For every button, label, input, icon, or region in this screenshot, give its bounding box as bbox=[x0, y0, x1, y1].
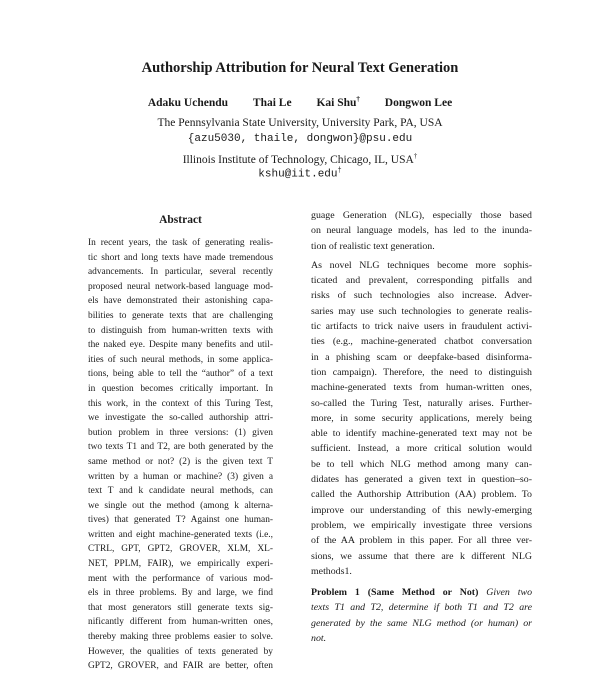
intro-line: machine-generated texts from human-written ones, bbox=[311, 382, 532, 394]
abstract-line: els in three problems. By and large, we find bbox=[88, 588, 273, 599]
author-name: Adaku Uchendu bbox=[147, 96, 229, 109]
affiliation-psu: The Pennsylvania State University, University Park, PA, USA bbox=[157, 117, 443, 129]
problem-1-text: not. bbox=[311, 633, 327, 645]
intro-line: guage Generation (NLG), especially those based bbox=[311, 210, 532, 221]
abstract-line: els have demonstrated their astonishing capa- bbox=[88, 296, 273, 307]
intro-line: tion of realistic text generation. bbox=[311, 240, 435, 252]
affiliation-iit: Illinois Institute of Technology, Chicago, IL, USA† bbox=[182, 152, 418, 166]
abstract-line: proposed neural network-based language mod- bbox=[88, 281, 273, 292]
abstract-line: written and eight machine-generated texts (i.e., bbox=[88, 529, 273, 540]
abstract-line: GPT2, GROVER, and FAIR are better, often bbox=[88, 661, 273, 672]
abstract-line: this work, in the context of this Turing Test, bbox=[88, 398, 273, 409]
intro-line: improve our understanding of this newly-emerging bbox=[311, 504, 532, 516]
abstract-line: tions, being able to tell the “author” of a text bbox=[88, 369, 273, 380]
intro-line: sions, we assume that there are k different NLG bbox=[311, 550, 532, 562]
intro-line: problem, we empirically investigate three versions bbox=[311, 519, 532, 531]
abstract-line: same method or not? (2) is the given text T bbox=[88, 456, 273, 467]
problem-1-label: Problem 1 (Same Method or Not) bbox=[311, 587, 479, 599]
intro-line: didates has generated a given text in question–so- bbox=[311, 474, 532, 486]
email-psu: {azu5030, thaile, dongwon}@psu.edu bbox=[187, 133, 413, 145]
intro-line: ties (e.g., machine-generated chatbot conversation bbox=[311, 336, 532, 348]
intro-line: so-called the Turing Test, naturally arises. Further- bbox=[311, 397, 532, 409]
intro-line: risks of such technologies also increase. Adver- bbox=[311, 290, 532, 302]
abstract-line: ities of such neural methods, in some applica- bbox=[88, 354, 273, 365]
intro-line: ticated and prevalent, corresponding pitfalls and bbox=[311, 275, 532, 287]
email-iit: kshu@iit.edu† bbox=[258, 167, 342, 181]
abstract-line: written by a human or machine? (3) given a bbox=[88, 471, 273, 482]
intro-line: on neural language models, has led to the inunda- bbox=[311, 225, 532, 237]
abstract-line: we single out the method (among k alterna- bbox=[88, 500, 273, 511]
paper-title: Authorship Attribution for Neural Text Generation bbox=[141, 60, 459, 76]
problem-1-text: texts T1 and T2, determine if both T1 and T2 are bbox=[311, 602, 532, 614]
problem-1-text: generated by the same NLG method (or human) or bbox=[311, 617, 532, 629]
intro-line: of the AA problem in this paper. For all three ver- bbox=[311, 535, 532, 547]
abstract-line: text T and k candidate neural methods, can bbox=[88, 486, 273, 497]
abstract-line: thereby making three problems easier to solve. bbox=[88, 632, 273, 643]
intro-line: in a phishing scam or deepfake-based disinforma- bbox=[311, 351, 532, 363]
intro-line: tion campaign). Therefore, the need to distinguish bbox=[311, 366, 532, 378]
abstract-line: In recent years, the task of generating realis- bbox=[88, 238, 273, 248]
abstract-body bbox=[88, 236, 273, 674]
intro-body bbox=[311, 208, 532, 646]
intro-line: called the Authorship Attribution (AA) problem. To bbox=[311, 489, 532, 501]
intro-line: methods1. bbox=[311, 565, 352, 577]
abstract-line: advancements. In particular, several recently bbox=[88, 267, 273, 278]
abstract-line: CTRL, GPT, GPT2, GROVER, XLM, XL- bbox=[88, 544, 273, 555]
abstract-line: to distinguish from human-written texts with bbox=[88, 325, 273, 336]
abstract-line: tives) that generated T? Against one human- bbox=[88, 515, 273, 526]
intro-line: more, in some security applications, merely being bbox=[311, 412, 532, 424]
author-list bbox=[0, 95, 600, 109]
abstract-line: However, the qualities of texts generated by bbox=[88, 646, 273, 657]
intro-line: As novel NLG techniques become more sophis- bbox=[311, 259, 532, 271]
abstract-line: nificantly different from human-written ones, bbox=[88, 617, 273, 628]
abstract-line: tic short and long texts have made tremendous bbox=[88, 252, 273, 263]
abstract-line: bilities to generate texts that are challenging bbox=[88, 310, 273, 321]
abstract-line: the naked eye. Despite many benefits and util- bbox=[88, 340, 273, 351]
intro-line: saries may use such technologies to generate realis- bbox=[311, 305, 532, 317]
author-name: Kai Shu† bbox=[316, 95, 360, 109]
intro-line: sufficient. Instead, a more critical solution would bbox=[311, 443, 532, 455]
intro-line: be to tell which NLG method among many can- bbox=[311, 458, 532, 470]
abstract-line: NET, PPLM, FAIR), we empirically experi- bbox=[88, 559, 273, 570]
abstract-line: in question becomes critically important. In bbox=[88, 383, 273, 394]
abstract-heading: Abstract bbox=[159, 214, 202, 226]
abstract-line: bution problem in three versions: (1) given bbox=[88, 427, 273, 438]
abstract-line: two texts T1 and T2, are both generated by the bbox=[88, 442, 273, 453]
problem-1-text: Given two bbox=[486, 587, 533, 599]
abstract-line: that most generators still generate texts sig- bbox=[88, 602, 273, 613]
intro-line: able to identify machine-generated text may not be bbox=[311, 428, 532, 440]
author-name: Thai Le bbox=[252, 96, 292, 109]
author-name: Dongwon Lee bbox=[384, 96, 453, 109]
problem-1 bbox=[311, 585, 532, 600]
intro-line: tic artifacts to trick naive users in fraudulent activi- bbox=[311, 321, 532, 333]
abstract-line: we investigate the so-called authorship attri- bbox=[88, 413, 273, 424]
author-mark: † bbox=[356, 95, 360, 103]
abstract-line: ment with the performance of various mod- bbox=[88, 573, 273, 584]
